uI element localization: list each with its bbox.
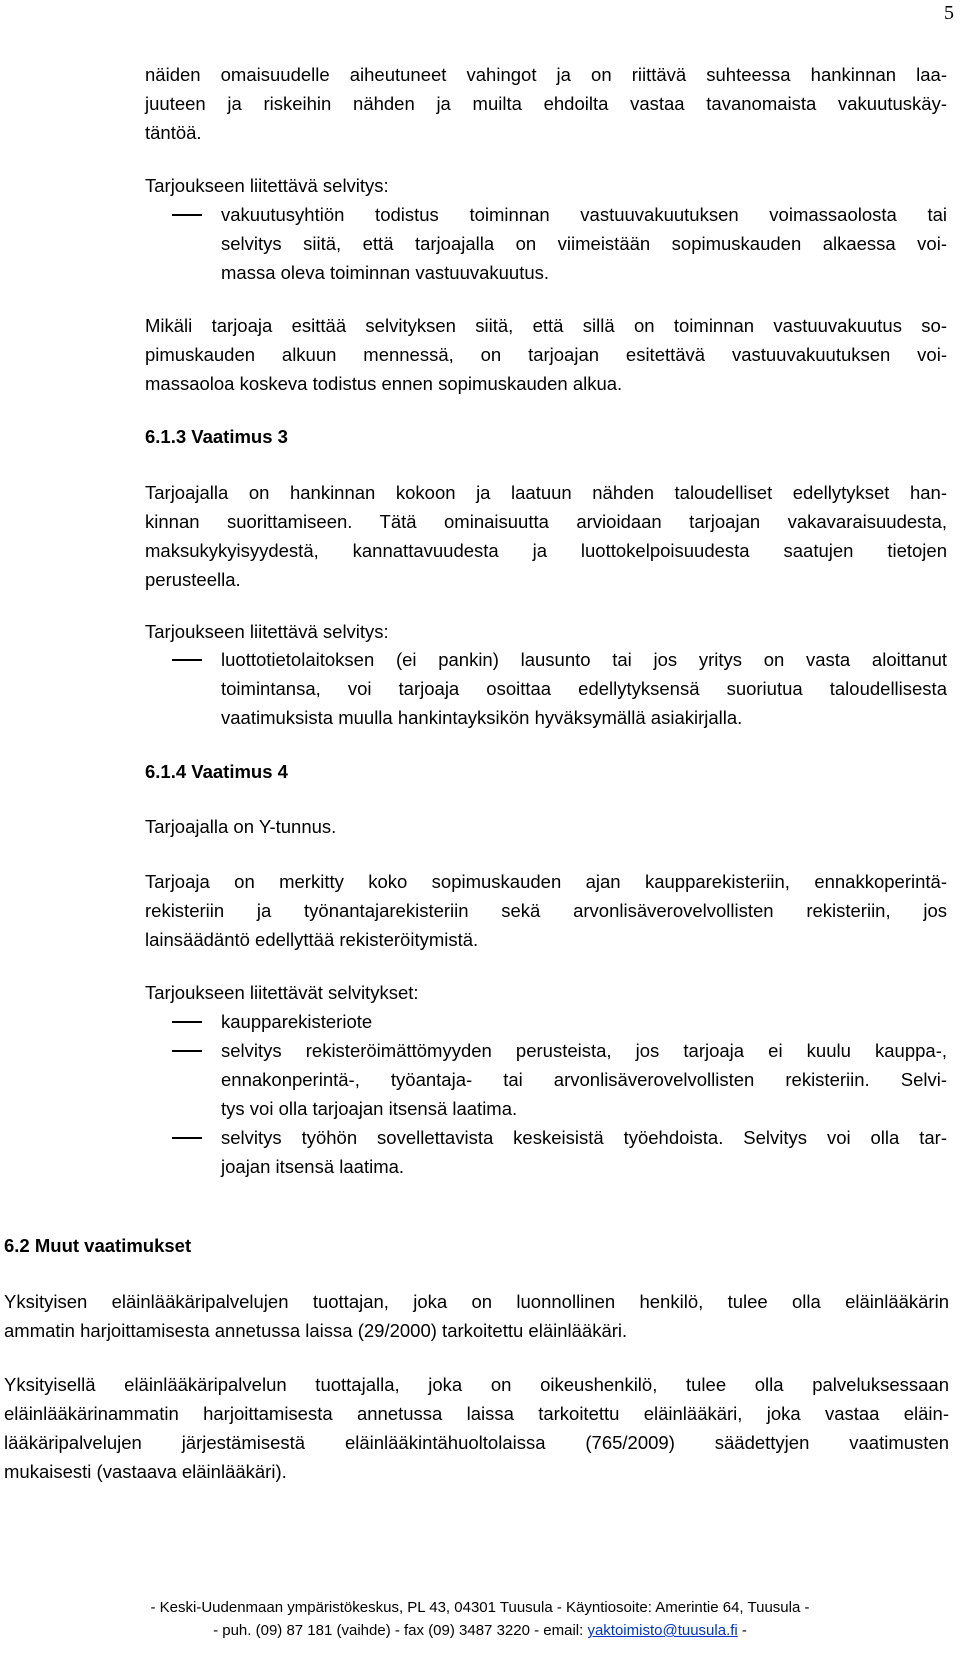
paragraph-line: mukaisesti (vastaava eläinlääkäri). xyxy=(4,1461,287,1482)
page-footer xyxy=(0,1596,960,1642)
paragraph-line: Yksityisen eläinlääkäripalvelujen tuottajan, joka on luonnollinen henkilö, tulee olla eläinlääkärin xyxy=(4,1291,949,1312)
mikali-paragraph xyxy=(145,311,947,398)
paragraph-line: maksukykyisyydestä, kannattavuudesta ja luottokelpoisuudesta saatujen tietojen xyxy=(145,540,947,561)
yksityisella-paragraph xyxy=(4,1370,949,1486)
intro-line: juuteen ja riskeihin nähden ja muilta ehdoilta vastaa tavanomaista vakuutuskäy- xyxy=(145,93,947,114)
list-item: kaupparekisteriote xyxy=(145,1007,947,1036)
vaatimus3-paragraph xyxy=(145,478,947,594)
paragraph-line: ammatin harjoittamisesta annetussa laissa (29/2000) tarkoitettu eläinlääkäri. xyxy=(4,1320,628,1341)
paragraph-line: pimuskauden alkuun mennessä, on tarjoajan esitettävä vastuuvakuutuksen voi- xyxy=(145,344,947,365)
paragraph-line: Yksityisellä eläinlääkäripalvelun tuottajalla, joka on oikeushenkilö, tulee olla palveluksessaan xyxy=(4,1374,949,1395)
paragraph-line: massaoloa koskeva todistus ennen sopimuskauden alkua. xyxy=(145,373,623,394)
attachment-list-1 xyxy=(145,200,947,287)
paragraph-line: Mikäli tarjoaja esittää selvityksen siitä, että sillä on toiminnan vastuuvakuutus so- xyxy=(145,315,947,336)
dash-bullet-icon xyxy=(172,659,202,661)
list-item: selvitys työhön sovellettavista keskeisistä työehdoista. Selvitys voi olla tar- joajan itsensä laatima. xyxy=(145,1123,947,1181)
attachment-list-2 xyxy=(145,645,947,732)
merkitty-paragraph xyxy=(145,867,947,954)
footer-contact: - puh. (09) 87 181 (vaihde) - fax (09) 3487 3220 - email: yaktoimisto@tuusula.fi - xyxy=(213,1622,747,1639)
section-heading-6-1-4: 6.1.4 Vaatimus 4 xyxy=(145,761,288,782)
paragraph-line: perusteella. xyxy=(145,569,241,590)
dash-bullet-icon xyxy=(172,1021,202,1023)
list-item: vakuutusyhtiön todistus toiminnan vastuuvakuutuksen voimassaolosta tai selvitys siitä, että tarjoajalla on viimeistään sopimuskauden alkaessa voi- massa oleva toiminnan vastuuvakuutus. xyxy=(145,200,947,287)
section-heading-6-1-3: 6.1.3 Vaatimus 3 xyxy=(145,426,288,447)
yksityisen-paragraph xyxy=(4,1287,949,1345)
attachment-label-2: Tarjoukseen liitettävä selvitys: xyxy=(145,621,389,642)
dash-bullet-icon xyxy=(172,214,202,216)
email-link[interactable]: yaktoimisto@tuusula.fi xyxy=(587,1622,738,1639)
intro-paragraph xyxy=(145,60,947,147)
section-heading-6-2: 6.2 Muut vaatimukset xyxy=(4,1235,192,1256)
page-number: 5 xyxy=(944,2,954,24)
paragraph-line: lainsäädäntö edellyttää rekisteröitymistä. xyxy=(145,929,479,950)
intro-line: näiden omaisuudelle aiheutuneet vahingot ja on riittävä suhteessa hankinnan laa- xyxy=(145,64,947,85)
attachments-label-3: Tarjoukseen liitettävät selvitykset: xyxy=(145,982,419,1003)
paragraph-line: eläinlääkärinammatin harjoittamisesta annetussa laissa tarkoitettu eläinlääkäri, joka vastaa eläin- xyxy=(4,1403,949,1424)
paragraph-line: lääkäripalvelujen järjestämisestä eläinlääkintähuoltolaissa (765/2009) säädettyjen vaatimusten xyxy=(4,1432,949,1453)
attachment-label-1: Tarjoukseen liitettävä selvitys: xyxy=(145,175,389,196)
paragraph-line: Tarjoajalla on hankinnan kokoon ja laatuun nähden taloudelliset edellytykset han- xyxy=(145,482,947,503)
intro-line: täntöä. xyxy=(145,122,202,143)
dash-bullet-icon xyxy=(172,1050,202,1052)
attachment-list-3 xyxy=(145,1007,947,1181)
ytunnus-paragraph: Tarjoajalla on Y-tunnus. xyxy=(145,816,337,837)
list-item: luottotietolaitoksen (ei pankin) lausunto tai jos yritys on vasta aloittanut toimintansa, voi tarjoaja osoittaa edellytyksensä suoriutua taloudellisesta vaatimuksista muulla hankintayksikön hyväksymällä asiakirjalla. xyxy=(145,645,947,732)
paragraph-line: rekisteriin ja työnantajarekisteriin sekä arvonlisäverovelvollisten rekisteriin, jos xyxy=(145,900,947,921)
paragraph-line: Tarjoaja on merkitty koko sopimuskauden ajan kaupparekisteriin, ennakkoperintä- xyxy=(145,871,947,892)
dash-bullet-icon xyxy=(172,1137,202,1139)
footer-address: - Keski-Uudenmaan ympäristökeskus, PL 43, 04301 Tuusula - Käyntiosoite: Amerintie 64, Tuusula - xyxy=(150,1599,810,1616)
paragraph-line: kinnan suorittamiseen. Tätä ominaisuutta arvioidaan tarjoajan vakavaraisuudesta, xyxy=(145,511,947,532)
list-item: selvitys rekisteröimättömyyden perusteista, jos tarjoaja ei kuulu kauppa-, ennakonperintä-, työantaja- tai arvonlisäverovelvollisten rekisteriin. Selvi- tys voi olla tarjoajan itsensä laatima. xyxy=(145,1036,947,1123)
